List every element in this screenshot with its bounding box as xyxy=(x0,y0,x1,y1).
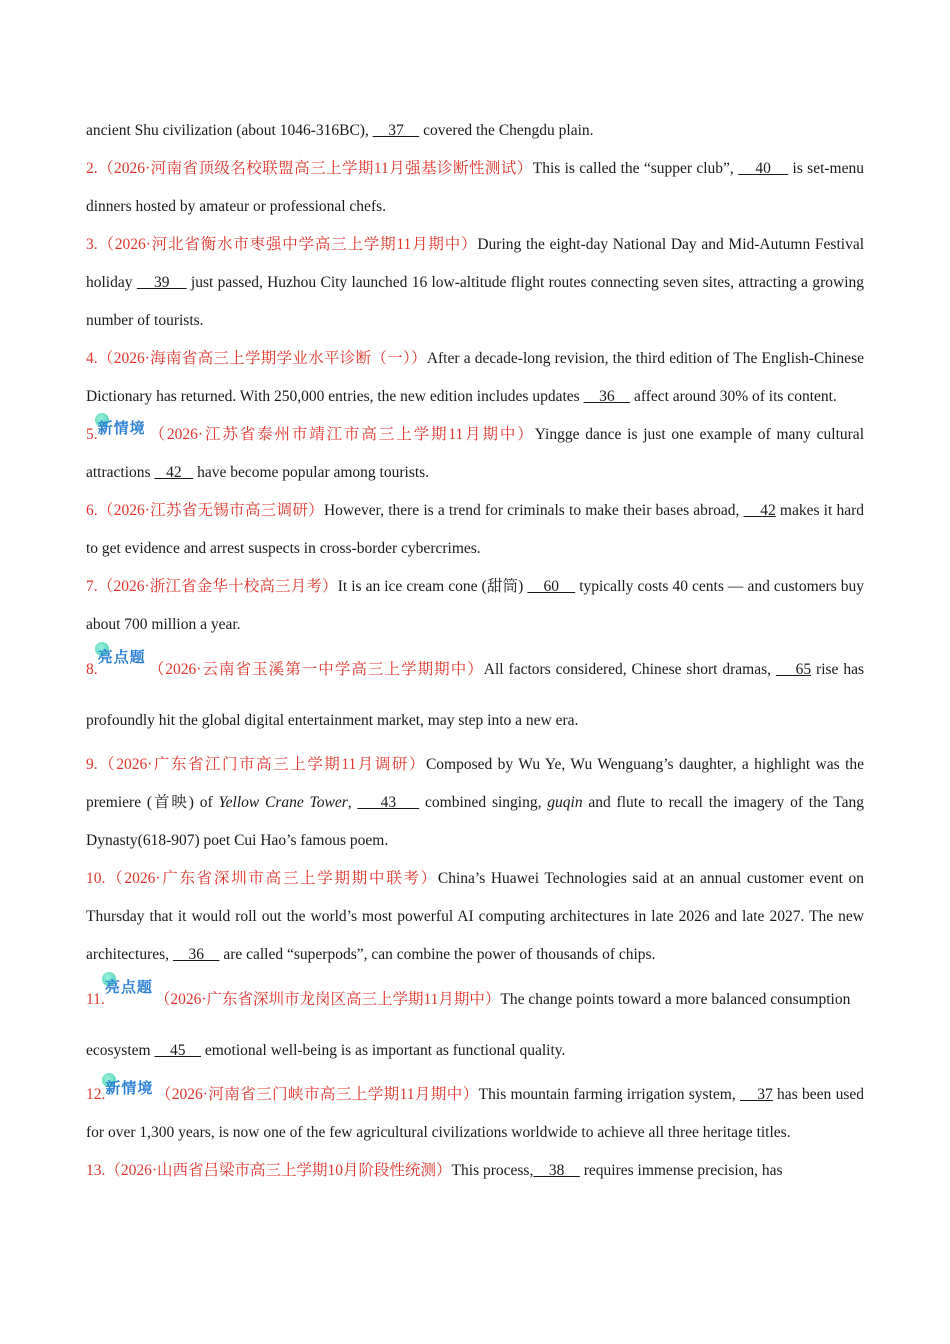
q11-number: 11. xyxy=(86,991,105,1008)
document-page xyxy=(86,112,864,1190)
q1-blank: 37 xyxy=(372,122,420,139)
q1-text-b: covered the Chengdu plain. xyxy=(419,122,594,139)
q3-text-b: just passed, Huzhou City launched 16 low-altitude flight routes connecting seven sites, attracting a growing number of tourists. xyxy=(86,274,864,329)
highlight-badge-icon xyxy=(105,978,153,996)
q9-number: 9. xyxy=(86,756,98,773)
q6-number: 6. xyxy=(86,502,98,519)
q10-text-a: China’s Huawei Technologies said at an annual customer event on Thursday that it would roll out the world’s most powerful AI computing architectures in late 2026 and late 2027. The new architectures, xyxy=(86,870,864,963)
q13-text-a: This process, xyxy=(451,1162,534,1179)
q2-text-b: is set-menu dinners hosted by amateur or professional chefs. xyxy=(86,160,864,215)
highlight-badge-icon xyxy=(98,648,146,666)
question-10 xyxy=(86,860,864,974)
question-7 xyxy=(86,568,864,644)
question-12 xyxy=(86,1076,864,1152)
question-13 xyxy=(86,1152,864,1190)
question-6 xyxy=(86,492,864,568)
q8-source: （2026·云南省玉溪第一中学高三上学期期中） xyxy=(147,661,484,678)
q9-text-c: combined singing, xyxy=(419,794,548,811)
q8-text-b: rise has profoundly hit the global digital entertainment market, may step into a new era. xyxy=(86,661,864,729)
q11-blank: 45 xyxy=(154,1042,201,1059)
q13-source: （2026·山西省吕梁市高三上学期10月阶段性统测） xyxy=(105,1162,452,1179)
q3-blank: 39 xyxy=(136,274,187,291)
q7-text-a: It is an ice cream cone (甜筒) xyxy=(337,578,528,595)
q11-badge-label: 亮点题 xyxy=(104,978,153,996)
q3-source: （2026·河北省衡水市枣强中学高三上学期11月期中） xyxy=(97,236,478,253)
q5-number: 5. xyxy=(86,426,98,443)
q12-badge-label: 新情境 xyxy=(105,1079,154,1097)
q4-blank: 36 xyxy=(583,388,631,405)
q9-italic-guqin: guqin xyxy=(547,794,583,811)
q6-source: （2026·江苏省无锡市高三调研） xyxy=(97,502,324,519)
q10-source: （2026·广东省深圳市高三上学期期中联考） xyxy=(105,870,438,887)
q11-text-b: emotional well-being is as important as functional quality. xyxy=(200,1042,566,1059)
q11-text-a: The change points toward a more balanced consumption ecosystem xyxy=(86,991,851,1059)
q4-source: （2026·海南省高三上学期学业水平诊断（一）） xyxy=(97,350,427,367)
q2-blank: 40 xyxy=(738,160,789,177)
q2-text-a: This is called the “supper club”, xyxy=(532,160,739,177)
question-4 xyxy=(86,340,864,416)
question-8 xyxy=(86,644,864,746)
q9-source: （2026·广东省江门市高三上学期11月调研） xyxy=(97,756,426,773)
question-3 xyxy=(86,226,864,340)
q13-blank: 38 xyxy=(533,1162,580,1179)
q7-text-b: typically costs 40 cents — and customers buy about 700 million a year. xyxy=(86,578,864,633)
q8-badge-label: 亮点题 xyxy=(97,648,146,666)
question-9 xyxy=(86,746,864,860)
question-1 xyxy=(86,112,864,150)
question-2 xyxy=(86,150,864,226)
q9-blank: 43 xyxy=(357,794,420,811)
q12-text-b: has been used for over 1,300 years, is now one of the few agricultural civilizations worldwide to achieve all three heritage titles. xyxy=(86,1086,865,1141)
q3-number: 3. xyxy=(86,236,98,253)
q10-number: 10. xyxy=(86,870,106,887)
q8-number: 8. xyxy=(86,661,98,678)
q12-blank: 37 xyxy=(740,1086,773,1103)
new-context-badge-icon xyxy=(98,419,146,437)
q4-text-b: affect around 30% of its content. xyxy=(630,388,837,405)
question-11 xyxy=(86,974,864,1076)
q6-text-b: makes it hard to get evidence and arrest suspects in cross-border cybercrimes. xyxy=(86,502,864,557)
q7-number: 7. xyxy=(86,578,98,595)
q3-text-a: During the eight-day National Day and Mid-Autumn Festival holiday xyxy=(86,236,865,291)
q10-blank: 36 xyxy=(172,946,220,963)
q9-text-b: , xyxy=(347,794,358,811)
q12-text-a: This mountain farming irrigation system, xyxy=(478,1086,740,1103)
q10-text-b: are called “superpods”, can combine the power of thousands of chips. xyxy=(219,946,656,963)
new-context-badge-icon xyxy=(105,1079,153,1097)
q7-blank: 60 xyxy=(527,578,576,595)
question-5 xyxy=(86,416,864,492)
q13-number: 13. xyxy=(86,1162,106,1179)
q9-text-a: Composed by Wu Ye, Wu Wenguang’s daughter, a highlight was the premiere (首映) of xyxy=(86,756,865,811)
q4-number: 4. xyxy=(86,350,98,367)
q5-blank: 42 xyxy=(154,464,194,481)
q5-text-a: Yingge dance is just one example of many cultural attractions xyxy=(86,426,864,481)
q13-text-b: requires immense precision, has xyxy=(579,1162,783,1179)
q2-number: 2. xyxy=(86,160,98,177)
q2-source: （2026·河南省顶级名校联盟高三上学期11月强基诊断性测试） xyxy=(97,160,533,177)
q12-source: （2026·河南省三门峡市高三上学期11月期中） xyxy=(155,1086,479,1103)
q12-number: 12. xyxy=(86,1086,106,1103)
q5-source: （2026·江苏省泰州市靖江市高三上学期11月期中） xyxy=(147,426,535,443)
q9-text-d: and flute to recall the imagery of the Tang Dynasty(618-907) poet Cui Hao’s famous poem. xyxy=(86,794,864,849)
q1-text-a: ancient Shu civilization (about 1046-316BC), xyxy=(86,122,373,139)
q4-text-a: After a decade-long revision, the third edition of The English-Chinese Dictionary has returned. With 250,000 entries, the new edition includes updates xyxy=(86,350,864,405)
q11-source: （2026·广东省深圳市龙岗区高三上学期11月期中） xyxy=(154,991,501,1008)
q9-italic-title: Yellow Crane Tower xyxy=(218,794,348,811)
q8-blank: 65 xyxy=(775,661,812,678)
q6-blank: 42 xyxy=(743,502,776,519)
q5-text-b: have become popular among tourists. xyxy=(193,464,430,481)
q7-source: （2026·浙江省金华十校高三月考） xyxy=(97,578,338,595)
q6-text-a: However, there is a trend for criminals to make their bases abroad, xyxy=(323,502,744,519)
q8-text-a: All factors considered, Chinese short dramas, xyxy=(483,661,776,678)
q5-badge-label: 新情境 xyxy=(97,419,146,437)
